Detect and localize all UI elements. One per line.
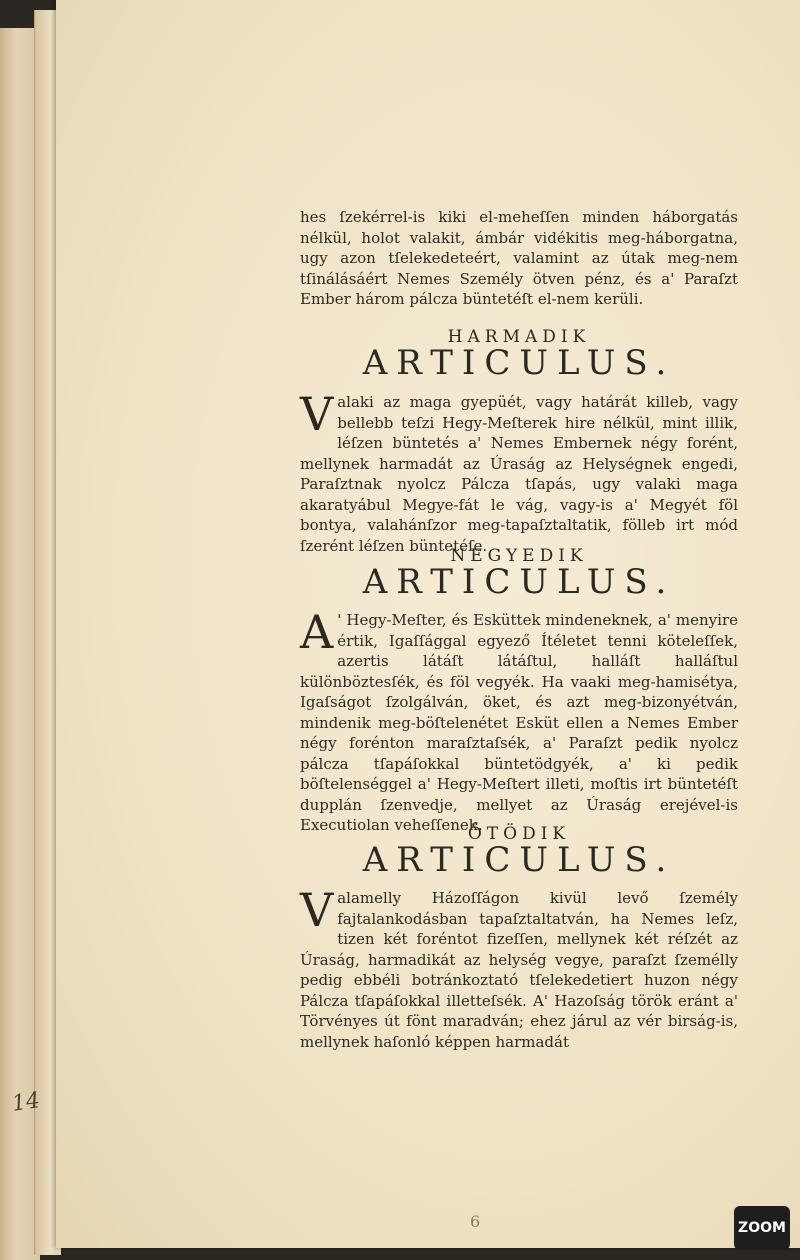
- article-3-text: alaki az maga gyepüét, vagy határát killeb, vagy bellebb teſzi Hegy-Meſterek hire nélkül, mint illik, léſzen büntetés a' Nemes Embernek négy forént, mellynek harmadát az Úraság az Helységnek engedi, Paraſztnak nyolcz Pálcza tſapás, ugy valaki maga akaratyábul Megye-fát le vág, vagy-is a' Megyét föl bontya, valahánſzor meg-tapaſztaltatik, fölleb irt mód ſzerént léſzen büntetéſe.: [300, 393, 738, 555]
- article-5-text: alamelly Házoſſágon kivül levő ſzemély fajtalankodásban tapaſztaltatván, ha Nemes leſz, tizen két foréntot fizeſſen, mellynek két réſzét az Úraság, harmadikát az helység vegye, paraſzt ſzemélly pedig ebbéli botránkoztató tſelekedetiert huzon négy Pálcza tſapáſokkal illetteſsék. A' Hazoſság török eránt a' Törvényes út fönt maradván; ehez járul az vér birság-is, mellynek haſonló képpen harmadát: [300, 889, 738, 1051]
- margin-note: 14: [10, 1088, 42, 1117]
- article-5-title: ARTICULUS.: [362, 840, 676, 880]
- intro-paragraph: hes ſzekérrel-is kiki el-meheſſen minden háborgatás nélkül, holot valakit, ámbár vidékitis meg-háborgatna, ugy azon tſelekedeteért, valamint az útak meg-nem tſinálásáért Nemes Személy ötven pénz, és a' Paraſzt Ember három pálcza büntetéſt el-nem kerüli.: [300, 208, 738, 308]
- article-5-paragraph: [300, 883, 738, 1052]
- article-5-dropcap: V: [300, 883, 334, 937]
- article-3-paragraph: [300, 387, 738, 556]
- article-4-dropcap: A: [300, 605, 334, 659]
- article-4-title: ARTICULUS.: [362, 562, 676, 602]
- page-number: 6: [470, 1212, 481, 1231]
- article-3-dropcap: V: [300, 387, 334, 441]
- article-4-text: ' Hegy-Meſter, és Esküttek mindeneknek, a' menyire értik, Igaſſággal egyező Ítéletet tenni köteleſſek, azertis látáſt látáſtul, halláſt halláſtul különböztesſék, és föl vegyék. Ha vaaki meg-hamisétya, Igaſságot ſzolgálván, öket, és azt meg-bizonyétván, mindenik meg-böſtelenétet Esküt ellen a Nemes Ember négy forénton maraſztaſsék, a' Paraſzt pedik nyolcz pálcza tſapáſokkal büntetödgyék, a' ki pedik böſtelenséggel a' Hegy-Meſtert illeti, moſtis irt büntetéſt dupplán ſzenvedje, mellyet az Úraság erejével-is Executiolan veheſſenek.: [300, 611, 738, 834]
- article-3-ordinal: HARMADIK: [447, 327, 591, 347]
- article-4-paragraph: [300, 605, 738, 836]
- article-3-title: ARTICULUS.: [362, 343, 676, 383]
- article-5-ordinal: ÖTÖDIK: [467, 824, 571, 844]
- zoom-logo[interactable]: ZOOM: [734, 1206, 790, 1250]
- article-4-ordinal: NEGYEDIK: [450, 546, 588, 566]
